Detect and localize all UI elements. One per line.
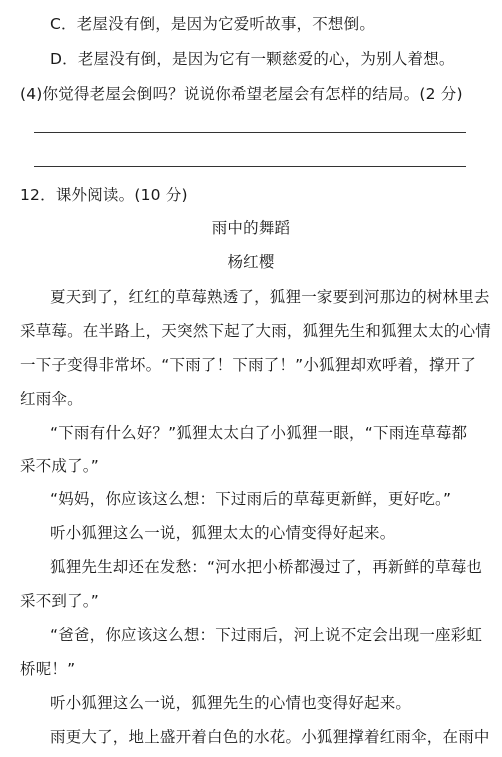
passage-line: “下雨有什么好？”狐狸太太白了小狐狸一眼，“下雨连草莓都 bbox=[50, 424, 468, 442]
passage-line: 采不成了。” bbox=[20, 457, 99, 475]
passage-line: 一下子变得非常坏。“下雨了！下雨了！”小狐狸却欢呼着，撑开了 bbox=[20, 356, 477, 374]
question-12-heading: 12．课外阅读。(10 分) bbox=[20, 186, 188, 204]
passage-line: “爸爸，你应该这么想：下过雨后，河上说不定会出现一座彩虹 bbox=[50, 626, 483, 644]
passage-line: 采草莓。在半路上，天突然下起了大雨，狐狸先生和狐狸太太的心情 bbox=[20, 322, 492, 340]
answer-blank-1[interactable] bbox=[34, 132, 466, 133]
choice-d: D．老屋没有倒，是因为它有一颗慈爱的心，为别人着想。 bbox=[50, 50, 455, 68]
question-4-prompt: (4)你觉得老屋会倒吗？说说你希望老屋会有怎样的结局。(2 分) bbox=[20, 85, 463, 103]
passage-line: 桥呢！” bbox=[20, 660, 76, 678]
passage-line: 狐狸先生却还在发愁：“河水把小桥都漫过了，再新鲜的草莓也 bbox=[50, 558, 483, 576]
passage-line: 红雨伞。 bbox=[20, 390, 83, 408]
passage-line: 采不到了。” bbox=[20, 592, 99, 610]
passage-line: 夏天到了，红红的草莓熟透了，狐狸一家要到河那边的树林里去 bbox=[50, 288, 490, 306]
passage-title: 雨中的舞蹈 bbox=[211, 219, 291, 237]
passage-line: “妈妈，你应该这么想：下过雨后的草莓更新鲜，更好吃。” bbox=[50, 490, 452, 508]
passage-line: 听小狐狸这么一说，狐狸先生的心情也变得好起来。 bbox=[50, 694, 412, 712]
passage-line: 听小狐狸这么一说，狐狸太太的心情变得好起来。 bbox=[50, 524, 396, 542]
choice-c: C．老屋没有倒，是因为它爱听故事，不想倒。 bbox=[50, 15, 376, 33]
answer-blank-2[interactable] bbox=[34, 166, 466, 167]
passage-author: 杨红樱 bbox=[227, 253, 275, 271]
passage-line: 雨更大了，地上盛开着白色的水花。小狐狸撑着红雨伞，在雨中 bbox=[50, 728, 490, 746]
